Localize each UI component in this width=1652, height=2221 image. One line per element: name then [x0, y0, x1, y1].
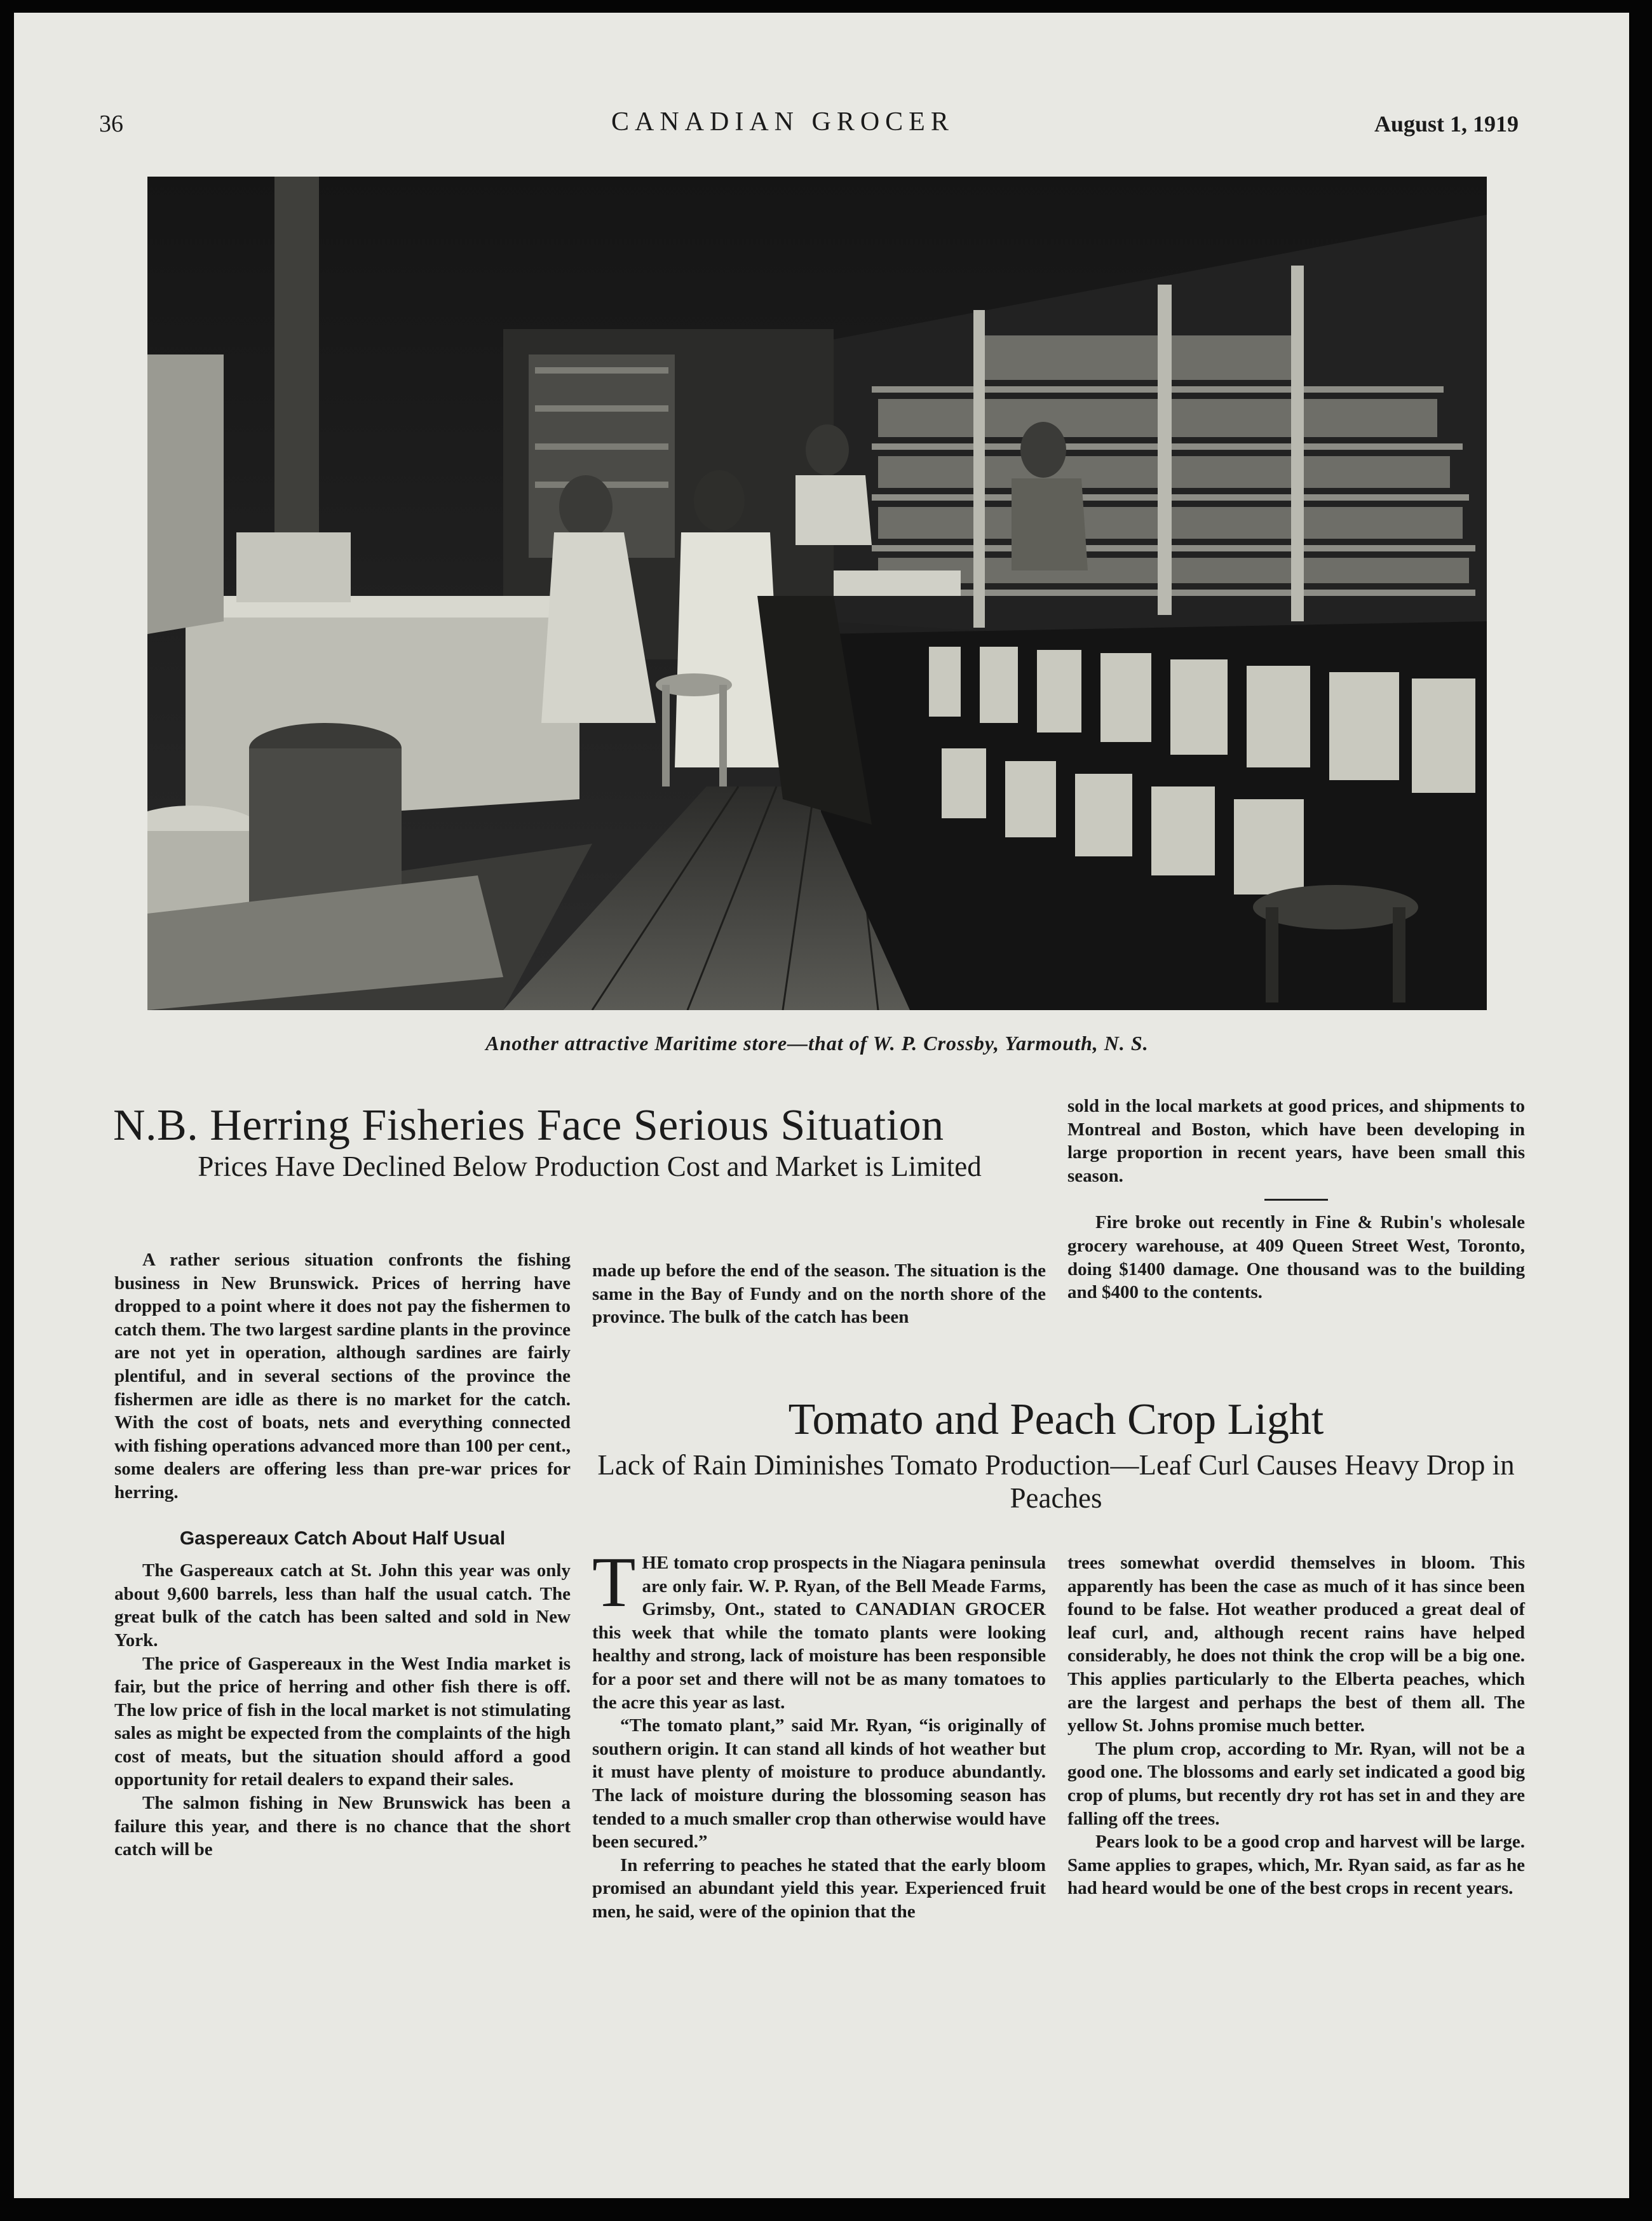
paragraph: trees somewhat overdid themselves in bloom. This apparently has been the case as much of it has since been found to be false. Hot weather produced a great deal of leaf curl, and, although recent rains have helped considerably, he does not think the crop will be a big one. This applies particularly to the Elberta peaches, which are the largest and perhaps the best of them all. The yellow St. Johns promise much better. [1067, 1553, 1525, 1736]
herring-column-3 [1067, 1095, 1525, 1304]
paragraph: The price of Gaspereaux in the West India market is fair, but the price of herring and other fish there is off. The low price of fish in the local market is not stimulating sales as might be expected from the complaints of the high cost of meats, but the situation should afford a good opportunity for retail dealers to expand their sales. [114, 1653, 571, 1790]
drop-cap: T [592, 1543, 636, 1622]
tomato-column-2 [1067, 1551, 1525, 1900]
paragraph: The plum crop, according to Mr. Ryan, will not be a good one. The blossoms and early set indicated a good big crop of plums, but recently dry rot has set in and they are falling off the trees. [1067, 1738, 1525, 1829]
article-headline-tomato: Tomato and Peach Crop Light [788, 1395, 1324, 1444]
paragraph: The Gaspereaux catch at St. John this year was only about 9,600 barrels, less than half the usual catch. The great bulk of the catch has been salted and sold in New York. [114, 1560, 571, 1651]
paragraph: sold in the local markets at good prices, and shipments to Montreal and Boston, which have been developing in large proportion in recent years, have been small this season. [1067, 1096, 1525, 1186]
paragraph [592, 1543, 1046, 1714]
article-subheadline-tomato: Lack of Rain Diminishes Tomato Production—Leaf Curl Causes Heavy Drop in Peaches [597, 1449, 1515, 1514]
store-interior-photo [147, 177, 1487, 1010]
paragraph: made up before the end of the season. The situation is the same in the Bay of Fundy and on the north shore of the province. The bulk of the catch has been [592, 1260, 1046, 1328]
paragraph: A rather serious situation confronts the fishing business in New Brunswick. Prices of herring have dropped to a point where it does not pay the fishermen to catch them. The two largest sardine plants in the province are not yet in operation, although sardines are fairly plentiful, and in several sections of the province the fishermen are idle as there is no market for the catch. With the cost of boats, nets and everything connected with fishing operations advanced more than 100 per cent., some dealers are offering less than pre-war prices for herring. [114, 1250, 571, 1502]
section-subhead: Gaspereaux Catch About Half Usual [179, 1527, 506, 1549]
paragraph: The salmon fishing in New Brunswick has been a failure this year, and there is no chance that the short catch will be [114, 1793, 571, 1860]
issue-date: August 1, 1919 [1374, 111, 1519, 137]
magazine-page [14, 13, 1629, 2198]
paragraph: In referring to peaches he stated that the early bloom promised an abundant yield this year. Experienced fruit men, he said, were of the opinion that the [592, 1854, 1046, 1922]
paragraph-text: HE tomato crop prospects in the Niagara peninsula are only fair. W. P. Ryan, of the Bell Meade Farms, Grimsby, Ont., stated to CANADIAN GROCER this week that while the tomato plants were looking healthy and strong, lack of moisture has been responsible for a poor set and there will not be as many tomatoes to the acre this year as last. [592, 1553, 1046, 1713]
paragraph: Pears look to be a good crop and harvest will be large. Same applies to grapes, which, Mr. Ryan said, as far as he had heard would be one of the best crops in recent years. [1067, 1832, 1525, 1899]
tomato-column-1 [592, 1543, 1046, 1924]
divider-rule [1264, 1199, 1328, 1201]
article-subheadline-herring: Prices Have Declined Below Production Cost and Market is Limited [198, 1151, 982, 1182]
herring-column-2 [592, 1259, 1046, 1329]
page-number: 36 [99, 111, 123, 137]
paragraph: “The tomato plant,” said Mr. Ryan, “is originally of southern origin. It can stand all kinds of hot weather but it must have plenty of moisture to produce abundantly. The lack of moisture during the blossoming season has tended to a much smaller crop than otherwise would have been secured.” [592, 1715, 1046, 1853]
news-brief: Fire broke out recently in Fine & Rubin's wholesale grocery warehouse, at 409 Queen Street West, Toronto, doing $1400 damage. One thousand was to the building and $400 to the contents. [1067, 1212, 1525, 1303]
photo-caption: Another attractive Maritime store—that of W. P. Crossby, Yarmouth, N. S. [485, 1032, 1149, 1055]
herring-column-1 [114, 1248, 571, 1861]
photo-illustration [147, 177, 1487, 1010]
article-headline-herring: N.B. Herring Fisheries Face Serious Situation [113, 1101, 944, 1150]
publication-masthead: CANADIAN GROCER [611, 107, 954, 137]
